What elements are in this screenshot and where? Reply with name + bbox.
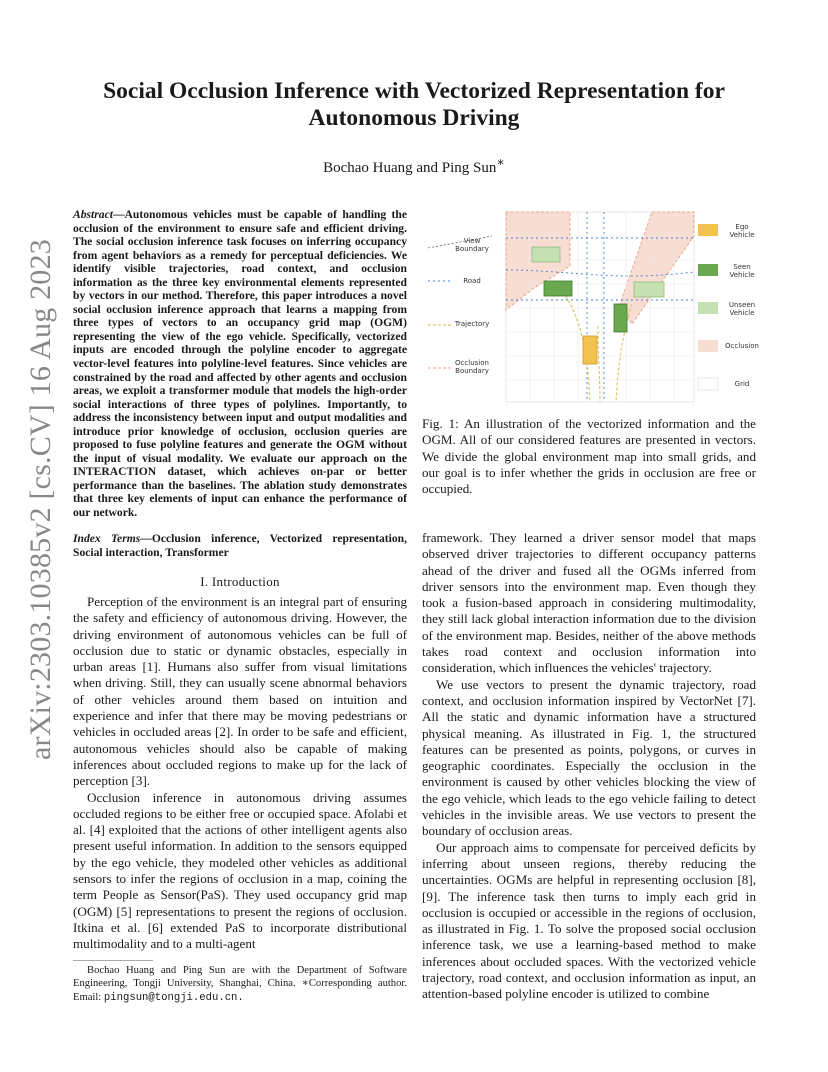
legend-grid: Grid	[734, 380, 750, 388]
right-paragraph-2: We use vectors to present the dynamic trajectory, road context, and occlusion information inspired by VectorNet [7]. All the static and dynamic information have a structured physical meaning. As illustrated in Fig. 1, the structured features can be presented as points, polygons, or curves in geographic coordinates. Especially the occlusion in the environment is caused by other vehicles blocking the view of the ego vehicle, which leads to the ego vehicle failing to detect vehicles in the invisible areas. We use vectors to present the boundary of occlusion areas.	[422, 676, 756, 839]
figure-1	[422, 206, 760, 406]
right-paragraph-1: framework. They learned a driver sensor model that maps observed driver trajectories to different occupancy patterns ahead of the driver and fused all the OGMs inferred from driver sensors into the environment map. Even though they took a fusion-based approach in considering multimodality, they still lack global interaction information due to the division of the environment map. Besides, neither of the above methods takes road context and occlusion information into consideration, which influences the vehicles' trajectory.	[422, 530, 756, 676]
legend-view-boundary: View Boundary	[455, 237, 489, 253]
abstract-label: Abstract	[73, 208, 113, 221]
right-column	[422, 530, 756, 1003]
figure-illustration	[422, 206, 760, 406]
arxiv-stamp	[17, 239, 57, 760]
footnote	[73, 964, 407, 1005]
abstract-text: —Autonomous vehicles must be capable of handling the occlusion of the environment to ensure safe and efficient driving. The social occlusion inference task focuses on inferring occupancy from agent behaviors as a remedy for perceptual deficiencies. We identify visible trajectories, road context, and occlusion information as the three key environmental elements represented by vectors in our method. Therefore, this paper introduces a novel social occlusion inference approach that learns a mapping from three types of vectors to an occupancy grid map (OGM) representing the view of the ego vehicle. Specifically, vectorized inputs are encoded through the polyline encoder to aggregate vector-level features into polyline-level features. Since vehicles are constrained by the road and affected by other agents and occlusion areas, we exploit a transformer module that models the high-order social interactions of three types of polylines. Importantly, to address the inconsistency between input and output modalities and introduce prior knowledge of occlusion, occlusion queries are proposed to fuse polyline features and generate the OGM without the input of visual modality. We evaluate our approach on the INTERACTION dataset, which achieves on-par or better performance than the baselines. The ablation study demonstrates that three key elements of input can enhance the performance of our network.	[73, 208, 407, 520]
unseen-vehicle-2	[634, 282, 664, 297]
right-paragraph-3: Our approach aims to compensate for perceived deficits by inferring about unseen regions, thereby reducing the uncertainties. OGMs are helpful in representing occlusion [8], [9]. The inference task then turns to imply each grid in occlusion is occupied or accessible in the regions of occlusion, as illustrated in Fig. 1. To solve the proposed social occlusion inference task, we use a learning-based method to make inferences about occluded spaces. With the vectorized vehicle trajectory, road context, and occlusion information as input, an attention-based polyline encoder is utilized to combine	[422, 839, 756, 1002]
legend-occlusion-boundary: Occlusion Boundary	[455, 359, 489, 375]
footnote-email: pingsun@tongji.edu.cn.	[103, 991, 244, 1004]
footnote-text: Bochao Huang and Ping Sun are with the Department of Software Engineering, Tongji University, Shanghai, China. ∗Corresponding author. Email:	[73, 965, 407, 1003]
legend-occlusion: Occlusion	[725, 342, 759, 350]
legend-left	[428, 236, 492, 368]
authors: Bochao Huang and Ping Sun∗	[323, 155, 505, 176]
legend-road: Road	[463, 277, 481, 285]
intro-paragraph-1: Perception of the environment is an integral part of ensuring the safety and efficiency of autonomous driving. However, the driving environment of autonomous vehicles can be full of occlusion due to static or dynamic obstacles, especially in urban areas [1]. Humans also suffer from visual limitations when driving. Still, they can usually scene abnormal behaviors of other vehicles around them based on intuition and experience and infer that there may be moving pedestrians or vehicles in occluded areas [2]. In order to be safe and efficient, autonomous vehicles should also be capable of making inferences about occluded regions to make up for the lack of perception [3].	[73, 594, 407, 789]
author-names: Bochao Huang and Ping Sun	[323, 160, 497, 176]
legend-ego-vehicle: Ego Vehicle	[729, 223, 755, 239]
unseen-vehicle-1	[532, 247, 560, 262]
section-heading: I. Introduction	[200, 574, 280, 589]
legend-unseen-vehicle: Unseen Vehicle	[728, 301, 756, 317]
ego-vehicle	[583, 336, 597, 364]
index-terms-label: Index Terms	[73, 532, 141, 545]
index-terms	[73, 532, 407, 559]
index-terms-text: —Occlusion inference, Vectorized representation, Social interaction, Transformer	[73, 532, 407, 559]
legend-right	[698, 224, 718, 390]
paper-title: Social Occlusion Inference with Vectorized Representation for Autonomous Driving	[103, 78, 725, 131]
footnote-separator	[73, 960, 153, 961]
seen-vehicle-1	[544, 281, 572, 296]
intro-paragraph-2: Occlusion inference in autonomous driving assumes occluded regions to be either free or occupied space. Afolabi et al. [4] exploited that the actions of other intelligent agents also present useful information. In addition to the sensors equipped by the ego vehicle, they modeled other vehicles as additional sensors to infer the regions of occlusion in a map, coining the term People as Sensor(PaS). They used occupancy grid map (OGM) [5] representations to present the regions of occlusion. Itkina et al. [6] extended PaS to incorporate distributional multimodality and to a multi-agent	[73, 789, 407, 952]
seen-vehicle-2	[614, 304, 627, 332]
figure-caption: Fig. 1: An illustration of the vectorized information and the OGM. All of our considered features are presented in vectors. We divide the global environment map into small grids, and our goal is to infer whether the grids in occlusion are free or occupied.	[422, 416, 756, 497]
arxiv-id: arXiv:2303.10385v2 [cs.CV] 16 Aug 2023	[24, 239, 57, 760]
legend-seen-vehicle: Seen Vehicle	[729, 263, 755, 279]
legend-trajectory: Trajectory	[454, 320, 490, 328]
abstract	[73, 208, 407, 520]
intro-column	[73, 594, 407, 953]
